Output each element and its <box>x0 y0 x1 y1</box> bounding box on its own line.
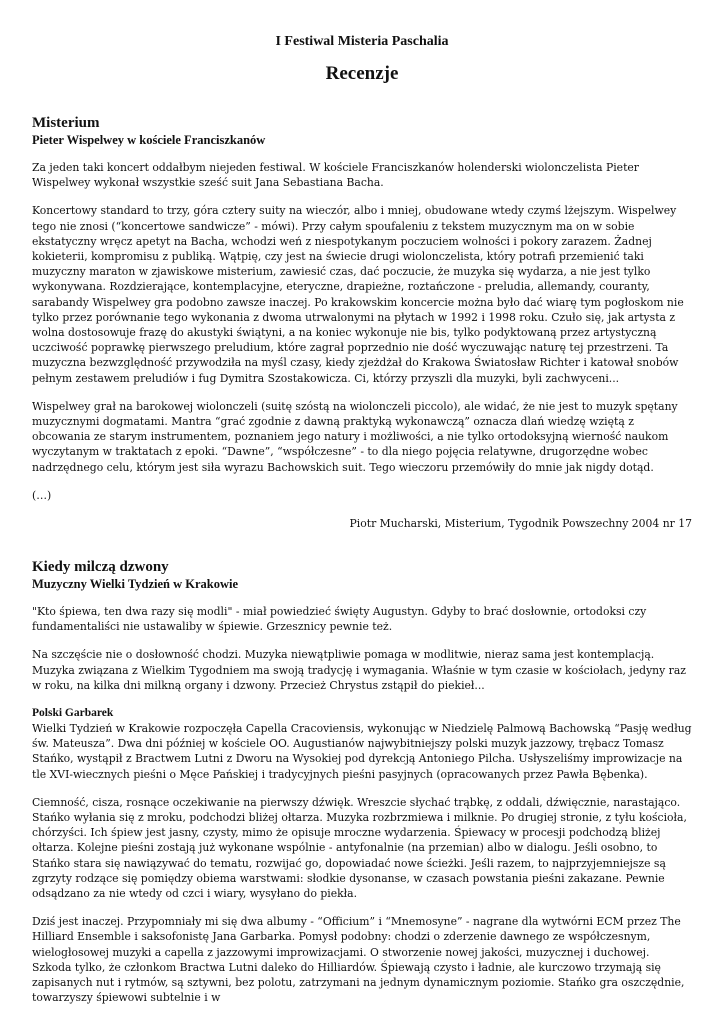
paragraph: Wielki Tydzień w Krakowie rozpoczęła Capella Cracoviensis, wykonując w Niedzielę Palmową Bachowską “Pasję według św. Mateusza”. Dwa dni później w kościele OO. Augustianów najwybitniejszy polski muzyk jazzowy, trębacz Tomasz Stańko, wystąpił z Bractwem Lutni z Dworu na Wysokiej pod dyrekcją Antoniego Pilcha. Usłyszeliśmy improwizacje na tle XVI-wiecznych pieśni o Męce Pańskiej i tradycyjnych pieśni pasyjnych (opracowanych przez Pawła Bębenka). <box>32 722 692 781</box>
paragraph: Za jeden taki koncert oddałbym niejeden festiwal. W kościele Franciszkanów holenderski wiolonczelista Pieter Wispelwey wykonał wszystkie sześć suit Jana Sebastiana Bacha. <box>32 161 639 190</box>
festival-title: I Festiwal Misteria Paschalia <box>275 34 449 49</box>
review-subtitle: Pieter Wispelwey w kościele Franciszkanów <box>32 133 266 147</box>
paragraph: Wispelwey grał na barokowej wiolonczeli (suitę szóstą na wiolonczeli piccolo), ale widać, że nie jest to muzyk spętany muzycznymi dogmatami. Mantra “grać zgodnie z dawną praktyką wykonawczą” oznacza dlań wiedzę wziętą z obcowania ze starym instrumentem, poznaniem jego natury i możliwości, a nie tylko ortodoksyjną wierność naukom wyczytanym w traktatach z epoki. “Dawne”, “współczesne” - to dla niego pojęcia relatywne, drugorzędne wobec nadrzędnego celu, którym jest siła wyrazu Bachowskich suit. Tego wieczoru przemówiły do mnie jak nigdy dotąd. <box>32 399 678 474</box>
paragraph: Koncertowy standard to trzy, góra cztery suity na wieczór, albo i mniej, obudowane wtedy czymś lżejszym. Wispelwey tego nie znosi (“koncertowe sandwicze” - mówi). Przy całym spoufaleniu z tekstem muzycznym ma on w sobie ekstatyczny wręcz apetyt na Bacha, wchodzi weń z niespotykanym poczuciem wolności i pokory zarazem. Żadnej kokieterii, kompromisu z publiką. Wątpię, czy jest na świecie drugi wiolonczelista, który potrafi przemienić taki muzyczny maraton w zjawiskowe misterium, zawiesić czas, dać poczucie, że muzyka się wydarza, a nie jest tylko wykonywana. Rozdzierające, kontemplacyjne, eteryczne, drapieżne, roztańczone - preludia, allemandy, couranty, sarabandy Wispelwey gra podobno zawsze inaczej. Po krakowskim koncercie można było dać wiarę tym pogłoskom nie tylko przez porównanie tego wykonania z dwoma utrwalonymi na płytach w 1992 i 1998 roku. Czuło się, jak artysta z wolna dostosowuje frazę do akustyki świątyni, a na koniec wykonuje nie bis, tylko podyktowaną przez artystyczną uczciwość poprawkę pierwszego preludium, które zagrał poprzednio nie dość wyczuwając naturę tej przestrzeni. Ta muzyczna bezwzględność przywodziła na myśl czasy, kiedy zjeżdżał do Krakowa Światosław Richter i katował snobów pełnym zestawem preludiów i fug Dymitra Szostakowicza. Ci, którzy przyszli dla muzyki, byli zachwyceni... <box>32 204 684 385</box>
review-title: Kiedy milczą dzwony <box>32 559 169 575</box>
review-misterium <box>32 114 692 531</box>
review-kiedy-milcza-dzwony <box>32 558 692 1005</box>
review-title: Misterium <box>32 115 100 131</box>
review-subtitle: Muzyczny Wielki Tydzień w Krakowie <box>32 577 239 591</box>
review-signature: Piotr Mucharski, Misterium, Tygodnik Powszechny 2004 nr 17 <box>349 517 692 531</box>
section-heading: Polski Garbarek <box>32 707 114 720</box>
ellipsis-paragraph: (…) <box>32 488 52 502</box>
paragraph: Ciemność, cisza, rosnące oczekiwanie na pierwszy dźwięk. Wreszcie słychać trąbkę, z oddali, dźwięcznie, narastająco. Stańko wyłania się z mroku, podchodzi bliżej ołtarza. Muzyka rozbrzmiewa i milknie. Po drugiej stronie, z tyłu kościoła, chórzyści. Ich śpiew jest jasny, czysty, mimo że opisuje mroczne wydarzenia. Śpiewacy w procesji podchodzą bliżej ołtarza. Kolejne pieśni zostają już wykonane wspólnie - antyfonalnie (na przemian) albo w dialogu. Jeśli osobno, to Stańko stara się nawiązywać do tematu, rozwijać go, dopowiadać nowe ścieżki. Jeśli razem, to najprzyjemniejsze są zgrzyty rodzące się pomiędzy obiema warstwami: słodkie dysonanse, w czasach powstania pieśni zakazane. Pewnie odsądzano za nie wtedy od czci i wiary, wysyłano do piekła. <box>32 795 687 901</box>
paragraph: Dziś jest inaczej. Przypomniały mi się dwa albumy - “Officium” i “Mnemosyne” - nagrane dla wytwórni ECM przez The Hilliard Ensemble i saksofonistę Jana Garbarka. Pomysł podobny: chodzi o zderzenie dawnego ze współczesnym, wielogłosowej muzyki a capella z jazzowymi improwizacjami. O stworzenie nowej jakości, muzycznej i duchowej. Szkoda tylko, że członkom Bractwa Lutni daleko do Hilliardów. Śpiewają czysto i ładnie, ale kurczowo trzymają się zapisanych nut i rytmów, są sztywni, bez polotu, zatrzymani na jednym dynamicznym poziomie. Stańko gra oszczędnie, towarzyszy śpiewowi subtelnie i w <box>32 915 685 1005</box>
paragraph: Na szczęście nie o dosłowność chodzi. Muzyka niewątpliwie pomaga w modlitwie, nieraz sama jest kontemplacją. Muzyka związana z Wielkim Tygodniem ma swoją tradycję i wymagania. Właśnie w tym czasie w kościołach, jedyny raz w roku, na kilka dni milkną organy i dzwony. Przecież Chrystus zstąpił do piekieł... <box>32 648 686 692</box>
paragraph: "Kto śpiewa, ten dwa razy się modli" - miał powiedzieć święty Augustyn. Gdyby to brać dosłownie, ortodoksi czy fundamentaliści nie ustawaliby w śpiewie. Grzesznicy pewnie też. <box>32 605 647 634</box>
page-title: Recenzje <box>325 63 399 84</box>
